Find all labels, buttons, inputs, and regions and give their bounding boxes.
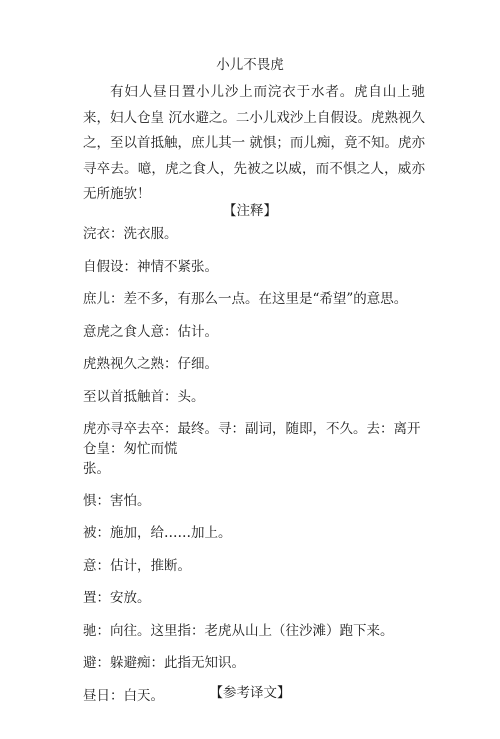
annotation-item xyxy=(83,354,423,374)
annotation-item xyxy=(83,257,423,277)
annotation-text: 被：施加，给……加上。 xyxy=(83,525,232,541)
annotation-item xyxy=(83,491,423,511)
annotation-item xyxy=(83,289,423,309)
annotation-text: 自假设：神情不紧张。 xyxy=(83,258,218,275)
annotation-item xyxy=(83,224,423,244)
annotation-item xyxy=(83,588,423,608)
annotation-text: 浣衣：洗衣服。 xyxy=(83,226,178,242)
annotation-item xyxy=(83,621,423,641)
annotation-list xyxy=(83,224,423,718)
annotation-item xyxy=(83,653,423,673)
annotation-item xyxy=(83,556,423,576)
annotation-text: 惧：害怕。 xyxy=(83,492,151,509)
annotation-text: 驰：向往。这里指：老虎从山上（往沙滩）跑下来。 xyxy=(83,622,394,639)
annotation-item xyxy=(83,523,423,543)
annotation-text-continued: 张。 xyxy=(83,461,110,477)
annotation-text: 意虎之食人意：估计。 xyxy=(83,323,218,340)
annotation-item xyxy=(83,322,423,342)
annotation-text: 庶儿：差不多，有那么一点。在这里是“希望”的意思。 xyxy=(83,291,408,307)
classical-passage xyxy=(83,80,425,208)
annotation-text: 昼日：白天。 xyxy=(83,687,164,704)
annotation-item xyxy=(83,387,423,407)
annotation-item xyxy=(83,419,423,479)
notes-heading: 【注释】 xyxy=(223,203,277,219)
annotation-text: 虎熟视久之熟：仔细。 xyxy=(83,356,218,372)
annotation-text: 虎亦寻卒去卒：最终。寻：副词，随即，不久。去：离开仓皇：匆忙而慌 xyxy=(83,421,421,457)
annotation-text: 避：躲避痴：此指无知识。 xyxy=(83,655,245,671)
translation-heading: 【参考译文】 xyxy=(209,685,291,701)
annotation-text: 意：估计，推断。 xyxy=(83,557,191,574)
annotation-text: 至以首抵触首：头。 xyxy=(83,388,205,405)
annotation-text: 置：安放。 xyxy=(83,590,151,606)
passage-paragraph: 有妇人昼日置小儿沙上而浣衣于水者。虎自山上驰来，妇人仓皇 沉水避之。二小儿戏沙上自假设。虎熟视久之，至以首抵触，庶儿其一 就惧；而儿痴，竟不知。虎亦寻卒去。噫，虎之食人，先被之以威，而不惧之人，威亦无所施欤！ xyxy=(83,84,425,202)
document-title: 小儿不畏虎 xyxy=(216,57,284,73)
